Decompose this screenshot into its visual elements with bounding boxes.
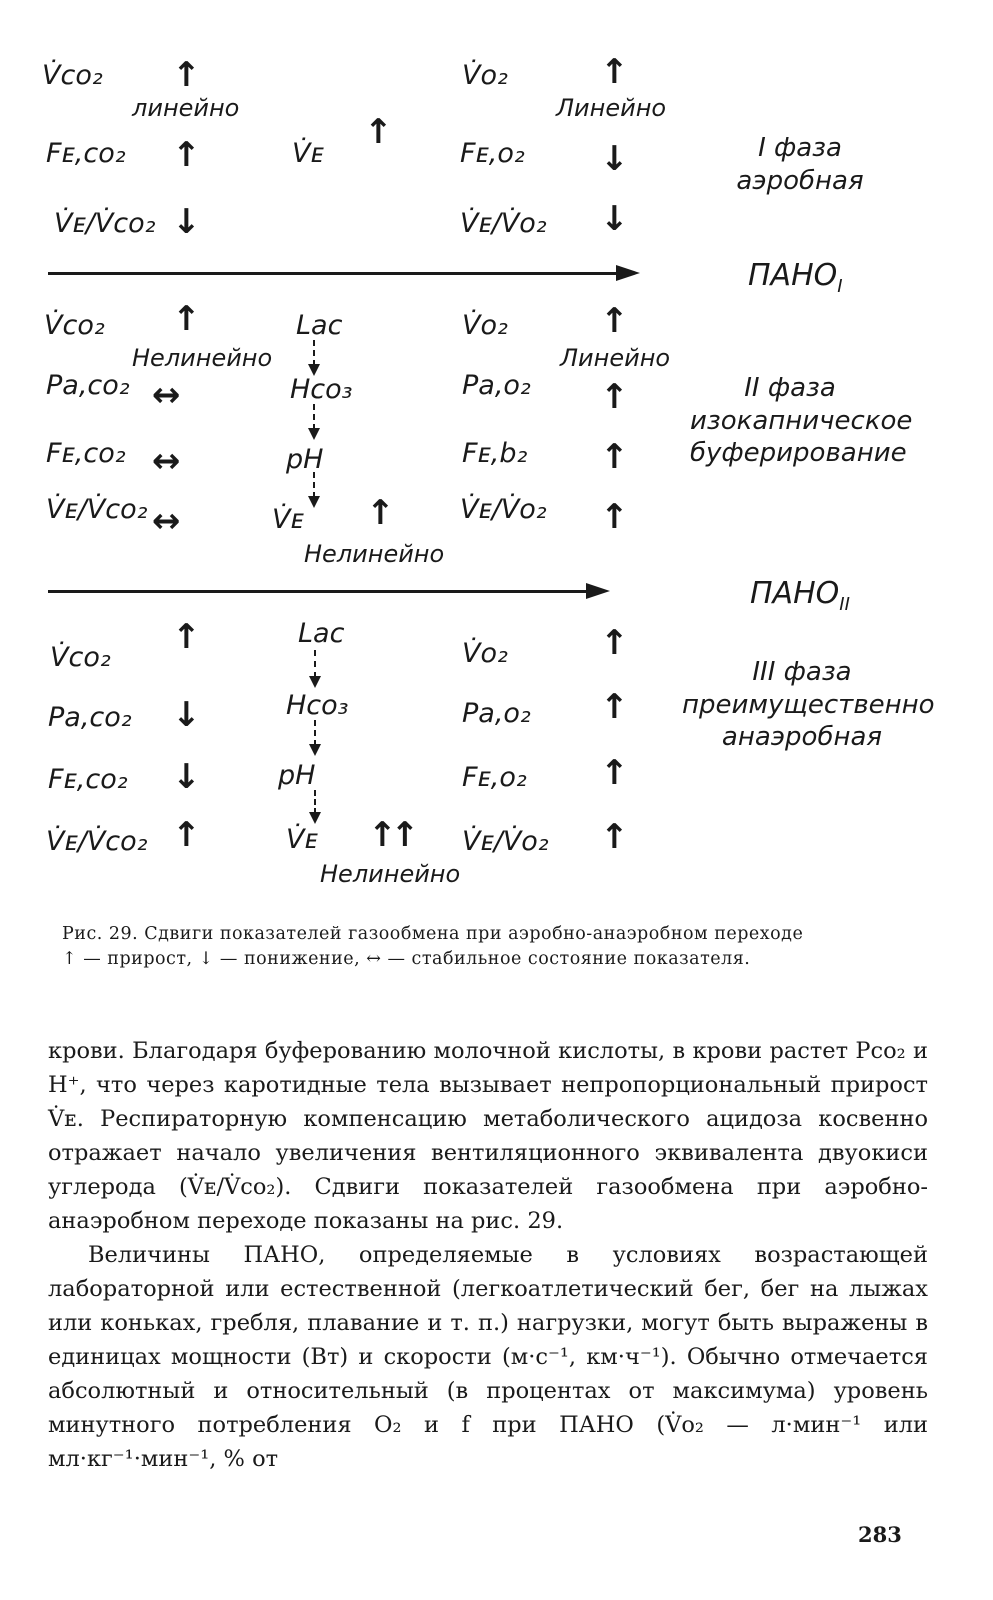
p2-chain-3: pH [286,444,324,475]
p3-chain-arrow-2 [314,720,318,746]
p1-right-arrow-1: ↑ [600,52,629,92]
p1-right-label-1: V̇o₂ [462,60,508,91]
phase2-title-line-2: изокапническое [690,405,913,436]
phase3-title-line-3: анаэробная [721,722,883,752]
p3-right-arrow-1: ↑ [600,623,629,663]
p2-chain-up-arrow: ↑ [366,493,395,533]
p3-left-arrow-1: ↑ [172,617,201,657]
p2-left-label-2: Pa,co₂ [46,370,130,401]
p2-left-arrow-4: ↔ [152,501,181,541]
pano1-text: ПАНО [748,258,838,293]
phase1-title [710,132,890,197]
p3-left-arrow-3: ↓ [172,757,201,797]
p1-right-arrow-3: ↓ [600,199,629,239]
caption-line-1: Рис. 29. Сдвиги показателей газообмена при аэробно-анаэробном переходе [62,924,804,944]
pano2-line [48,590,588,593]
p1-mid-arrow: ↑ [364,112,393,152]
p2-left-label-4: V̇ᴇ/V̇co₂ [46,494,148,525]
p2-right-label-2: Pa,o₂ [462,370,531,401]
p2-chain-4: V̇ᴇ [272,504,304,535]
pano1-label [748,258,843,297]
figure-caption [62,922,922,972]
p2-left-arrow-2: ↔ [152,375,181,415]
p3-left-label-1: V̇co₂ [50,642,111,673]
p2-right-label-4: V̇ᴇ/V̇o₂ [460,494,547,525]
pano2-label [750,576,850,615]
p2-right-arrow-3: ↑ [600,437,629,477]
phase3-title-line-2: преимущественно [682,689,935,720]
p2-right-label-3: Fᴇ,b₂ [462,438,528,469]
phase2-title-line-1: II фаза [744,373,836,403]
p3-left-label-2: Pa,co₂ [48,702,132,733]
p3-right-label-3: Fᴇ,o₂ [462,762,527,793]
p3-chain-2: Hco₃ [286,690,349,721]
p3-chain-arrow-3 [314,790,318,814]
pano2-text: ПАНО [750,576,840,611]
p3-left-label-3: Fᴇ,co₂ [48,764,128,795]
page-number: 283 [858,1522,902,1547]
p1-left-note: линейно [132,94,240,122]
p1-left-label-2: Fᴇ,co₂ [46,138,126,169]
p3-right-label-2: Pa,o₂ [462,698,531,729]
p2-chain-arrow-2 [313,404,317,430]
p2-chain-arrow-1 [313,340,317,366]
p3-right-arrow-3: ↑ [600,753,629,793]
p3-chain-3: pH [278,760,316,791]
p2-chain-note: Нелинейно [304,540,445,568]
p3-right-label-1: V̇o₂ [462,638,508,669]
p1-right-arrow-2: ↓ [600,139,629,179]
phase1-title-line-1: I фаза [758,133,842,163]
p2-chain-2: Hco₃ [290,374,353,405]
p1-right-label-3: V̇ᴇ/V̇o₂ [460,208,547,239]
caption-line-2: ↑ — прирост, ↓ — понижение, ↔ — стабильное состояние показателя. [62,948,751,969]
p3-left-arrow-2: ↓ [172,695,201,735]
p2-right-label-1: V̇o₂ [462,310,508,341]
p2-left-label-1: V̇co₂ [44,310,105,341]
p3-right-arrow-4: ↑ [600,817,629,857]
p1-left-arrow-3: ↓ [172,202,201,242]
body-text [48,1034,928,1476]
p2-left-arrow-3: ↔ [152,441,181,481]
p1-left-arrow-1: ↑ [172,55,201,95]
paragraph-2: Величины ПАНО, определяемые в условиях возрастающей лабораторной или естественной (легкоатлетический бег, бег на лыжах или коньках, гребля, плавание и т. п.) нагрузки, могут быть выражены в единицах мощности (Вт) и скорости (м·с⁻¹, км·ч⁻¹). Обычно отмечается абсолютный и относительный (в процентах от максимума) уровень минутного потребления O₂ и f при ПАНО (V̇o₂ — л·мин⁻¹ или мл·кг⁻¹·мин⁻¹, % от [48,1242,928,1472]
p3-left-arrow-4: ↑ [172,815,201,855]
p1-left-label-3: V̇ᴇ/V̇co₂ [54,208,156,239]
p2-right-arrow-4: ↑ [600,497,629,537]
p2-chain-1: Lac [296,310,343,341]
phase2-title [690,372,913,470]
phase2-title-line-3: буферирование [690,438,907,468]
p2-left-arrow-1: ↑ [172,299,201,339]
p1-left-arrow-2: ↑ [172,135,201,175]
pano2-subscript: II [839,594,850,615]
p2-right-note: Линейно [560,344,671,372]
p3-right-label-4: V̇ᴇ/V̇o₂ [462,826,549,857]
p1-right-label-2: Fᴇ,o₂ [460,138,525,169]
phase3-title-line-1: III фаза [752,657,852,687]
p1-left-label-1: V̇co₂ [42,60,103,91]
paragraph-1: крови. Благодаря буферованию молочной кислоты, в крови растет Pco₂ и H⁺, что через каротидные тела вызывает непропорциональный прирост V̇ᴇ. Респираторную компенсацию метаболического ацидоза косвенно отражает начало увеличения вентиляционного эквивалента двуокиси углерода (V̇ᴇ/V̇co₂). Сдвиги показателей газообмена при аэробно-анаэробном переходе показаны на рис. 29. [48,1038,928,1234]
p2-left-label-3: Fᴇ,co₂ [46,438,126,469]
p2-right-arrow-1: ↑ [600,301,629,341]
p3-chain-1: Lac [298,618,345,649]
p2-right-arrow-2: ↑ [600,377,629,417]
p1-right-note: Линейно [556,94,667,122]
p3-chain-4: V̇ᴇ [286,824,318,855]
p1-mid-label: V̇ᴇ [292,138,324,169]
p3-chain-note: Нелинейно [320,860,461,888]
p3-chain-double-up-arrow: ↑↑ [368,815,413,855]
p3-left-label-4: V̇ᴇ/V̇co₂ [46,826,148,857]
p3-right-arrow-2: ↑ [600,687,629,727]
p2-left-note: Нелинейно [132,344,273,372]
p3-chain-arrow-1 [314,650,318,678]
phase3-title [682,656,935,754]
pano1-line [48,272,618,275]
pano1-subscript: I [837,276,843,297]
p2-chain-arrow-3 [313,472,317,498]
phase1-title-line-2: аэробная [736,165,864,196]
